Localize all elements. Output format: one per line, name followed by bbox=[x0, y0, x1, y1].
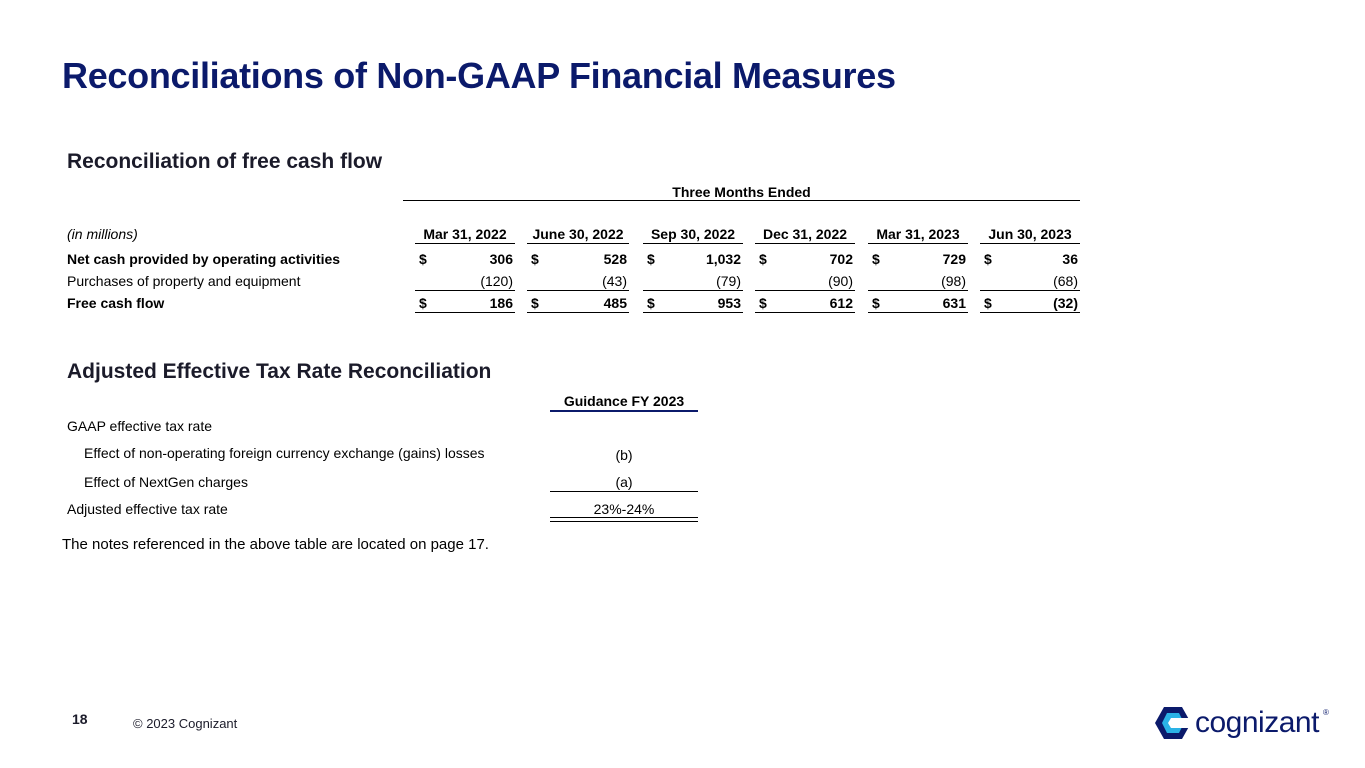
table-cell: 306 bbox=[489, 251, 513, 267]
currency-symbol: $ bbox=[759, 251, 767, 267]
fcf-group-header: Three Months Ended bbox=[672, 184, 811, 200]
tax-row-fx-value: (b) bbox=[615, 447, 633, 463]
tax-section-title: Adjusted Effective Tax Rate Reconciliation bbox=[67, 360, 492, 383]
currency-symbol: $ bbox=[984, 251, 992, 267]
group-header-rule bbox=[403, 200, 1080, 201]
column-header: Dec 31, 2022 bbox=[762, 226, 848, 242]
table-cell: (68) bbox=[1053, 273, 1078, 289]
tax-note: The notes referenced in the above table are located on page 17. bbox=[62, 536, 489, 553]
table-cell: (120) bbox=[480, 273, 513, 289]
subtotal-rule bbox=[527, 290, 629, 291]
row-label: Net cash provided by operating activities bbox=[67, 251, 341, 267]
total-rule bbox=[643, 312, 743, 313]
currency-symbol: $ bbox=[984, 295, 992, 311]
total-rule bbox=[415, 312, 515, 313]
currency-symbol: $ bbox=[531, 251, 539, 267]
column-header-rule bbox=[980, 243, 1080, 244]
table-cell: 612 bbox=[829, 295, 853, 311]
tax-row-nextgen-label: Effect of NextGen charges bbox=[84, 474, 248, 490]
subtotal-rule bbox=[868, 290, 968, 291]
subtotal-rule bbox=[980, 290, 1080, 291]
total-rule bbox=[980, 312, 1080, 313]
fcf-section-title: Reconciliation of free cash flow bbox=[67, 150, 383, 173]
total-rule bbox=[527, 312, 629, 313]
table-cell: (43) bbox=[602, 273, 627, 289]
column-header: Sep 30, 2022 bbox=[650, 226, 736, 242]
tax-row-adjusted-label: Adjusted effective tax rate bbox=[67, 501, 228, 517]
subtotal-rule bbox=[415, 290, 515, 291]
page-number: 18 bbox=[72, 711, 88, 727]
column-header: June 30, 2022 bbox=[532, 226, 624, 242]
tax-row-gaap-label: GAAP effective tax rate bbox=[67, 418, 213, 434]
copyright: © 2023 Cognizant bbox=[133, 716, 238, 731]
currency-symbol: $ bbox=[647, 295, 655, 311]
total-rule bbox=[755, 312, 855, 313]
tax-total-rule-2 bbox=[550, 521, 698, 522]
tax-row-fx-label: Effect of non-operating foreign currency exchange (gains) losses bbox=[84, 445, 485, 461]
table-cell: 702 bbox=[829, 251, 853, 267]
row-label: Purchases of property and equipment bbox=[67, 273, 301, 289]
total-rule bbox=[868, 312, 968, 313]
table-cell: 1,032 bbox=[705, 251, 741, 267]
column-header: Jun 30, 2023 bbox=[988, 226, 1072, 242]
table-cell: (98) bbox=[941, 273, 966, 289]
column-header-rule bbox=[643, 243, 743, 244]
tax-total-rule-1 bbox=[550, 517, 698, 518]
currency-symbol: $ bbox=[872, 251, 880, 267]
cognizant-logo bbox=[1155, 706, 1329, 740]
table-cell: 528 bbox=[603, 251, 627, 267]
table-cell: 953 bbox=[717, 295, 741, 311]
tax-subtotal-rule bbox=[550, 491, 698, 492]
subtotal-rule bbox=[643, 290, 743, 291]
subtotal-rule bbox=[755, 290, 855, 291]
logo-wordmark: cognizant bbox=[1195, 706, 1319, 739]
column-header-rule bbox=[415, 243, 515, 244]
tax-header-rule bbox=[550, 410, 698, 412]
logo-registered-mark: ® bbox=[1322, 708, 1329, 717]
tax-column-header: Guidance FY 2023 bbox=[563, 393, 685, 409]
table-cell: 36 bbox=[1062, 251, 1078, 267]
cognizant-logo-mark-icon bbox=[1155, 707, 1191, 739]
row-label: Free cash flow bbox=[67, 295, 165, 311]
currency-symbol: $ bbox=[419, 251, 427, 267]
currency-symbol: $ bbox=[647, 251, 655, 267]
table-cell: (32) bbox=[1053, 295, 1078, 311]
currency-symbol: $ bbox=[419, 295, 427, 311]
column-header: Mar 31, 2023 bbox=[876, 226, 960, 242]
column-header-rule bbox=[527, 243, 629, 244]
tax-row-nextgen-value: (a) bbox=[615, 474, 633, 490]
table-cell: 729 bbox=[942, 251, 966, 267]
table-cell: (90) bbox=[828, 273, 853, 289]
table-cell: 485 bbox=[603, 295, 627, 311]
column-header: Mar 31, 2022 bbox=[423, 226, 507, 242]
currency-symbol: $ bbox=[531, 295, 539, 311]
currency-symbol: $ bbox=[759, 295, 767, 311]
table-cell: 186 bbox=[489, 295, 513, 311]
table-cell: 631 bbox=[942, 295, 966, 311]
column-header-rule bbox=[868, 243, 968, 244]
units-label: (in millions) bbox=[67, 226, 138, 242]
currency-symbol: $ bbox=[872, 295, 880, 311]
column-header-rule bbox=[755, 243, 855, 244]
page-title: Reconciliations of Non-GAAP Financial Measures bbox=[62, 55, 896, 96]
table-cell: (79) bbox=[716, 273, 741, 289]
tax-row-adjusted-value: 23%-24% bbox=[593, 501, 655, 517]
